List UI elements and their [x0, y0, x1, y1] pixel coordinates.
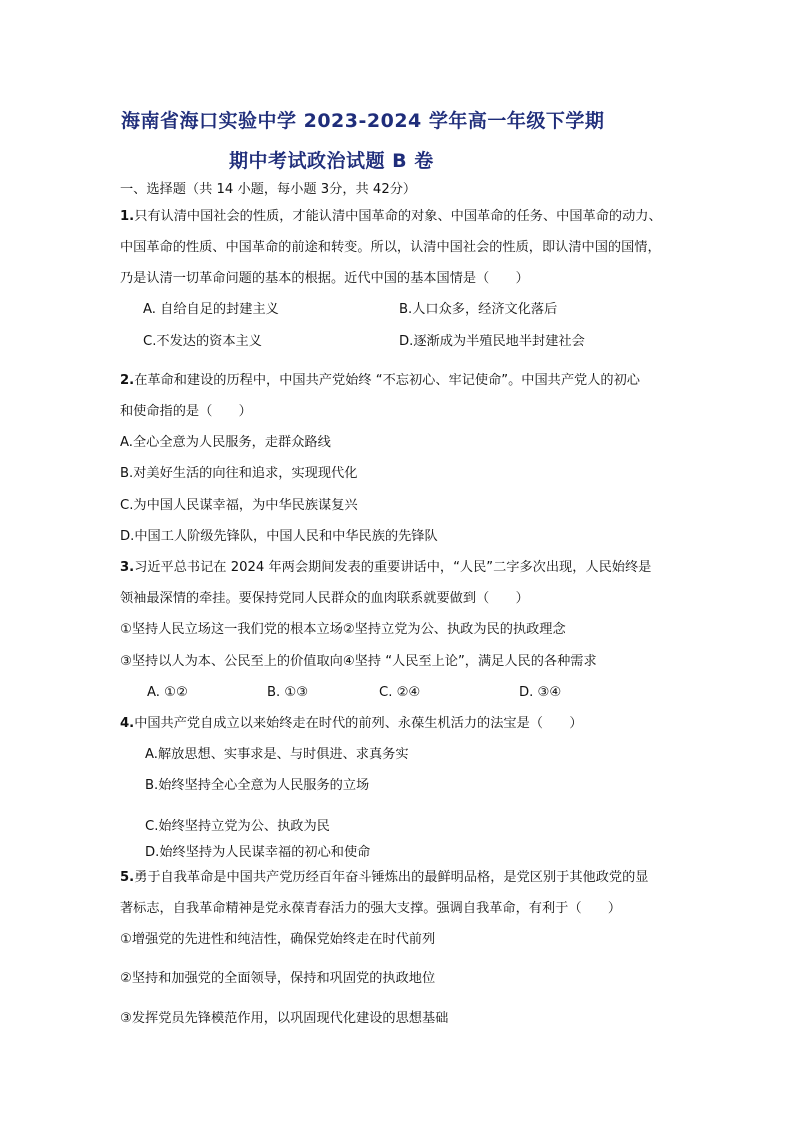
question-3-statement-1: ①坚持人民立场这一我们党的根本立场②坚持立党为公、执政为民的执政理念 — [120, 622, 566, 637]
question-4-option-d: D.始终坚持为人民谋幸福的初心和使命 — [145, 845, 371, 860]
question-3-option-c: C. ②④ — [379, 685, 421, 700]
question-1-option-d: D.逐渐成为半殖民地半封建社会 — [399, 334, 585, 349]
question-2-option-d: D.中国工人阶级先锋队，中国人民和中华民族的先锋队 — [120, 529, 438, 544]
question-3-option-b: B. ①③ — [267, 685, 309, 700]
question-2-option-b: B.对美好生活的向往和追求，实现现代化 — [120, 466, 358, 481]
question-2-number: 2. — [120, 373, 135, 388]
question-3-option-d: D. ③④ — [519, 685, 562, 700]
question-4-option-c: C.始终坚持立党为公、执政为民 — [145, 819, 330, 834]
question-4-option-b: B.始终坚持全心全意为人民服务的立场 — [145, 778, 370, 793]
question-5-statement-2: ②坚持和加强党的全面领导，保持和巩固党的执政地位 — [120, 971, 436, 986]
question-1-option-a: A. 自给自足的封建主义 — [143, 302, 279, 317]
question-1-number: 1. — [120, 209, 135, 224]
question-5-line-2: 著标志，自我革命精神是党永葆青春活力的强大支撑。强调自我革命，有利于（ ） — [120, 901, 622, 916]
question-5-number: 5. — [120, 870, 135, 885]
question-2-line-1: 2.在革命和建设的历程中，中国共产党始终 “不忘初心、牢记使命”。中国共产党人的初心 — [120, 373, 640, 388]
document-title-line2: 期中考试政治试题 B 卷 — [229, 150, 434, 172]
document-title-line1: 海南省海口实验中学 2023-2024 学年高一年级下学期 — [121, 110, 605, 132]
question-4-number: 4. — [120, 716, 135, 731]
question-4-option-a: A.解放思想、实事求是、与时俱进、求真务实 — [145, 747, 409, 762]
question-2-line-2: 和使命指的是（ ） — [120, 404, 252, 419]
question-1-line-1: 1.只有认清中国社会的性质，才能认清中国革命的对象、中国革命的任务、中国革命的动力、 — [120, 209, 662, 224]
question-5-statement-1: ①增强党的先进性和纯洁性，确保党始终走在时代前列 — [120, 932, 436, 947]
question-3-line-2: 领袖最深情的牵挂。要保持党同人民群众的血肉联系就要做到（ ） — [120, 591, 529, 606]
question-4-line-1: 4.中国共产党自成立以来始终走在时代的前列、永葆生机活力的法宝是（ ） — [120, 716, 583, 731]
question-1-option-c: C.不发达的资本主义 — [143, 334, 262, 349]
question-1-line-3: 乃是认清一切革命问题的基本的根据。近代中国的基本国情是（ ） — [120, 271, 529, 286]
question-2-option-a: A.全心全意为人民服务，走群众路线 — [120, 435, 331, 450]
question-3-number: 3. — [120, 560, 135, 575]
question-3-option-a: A. ①② — [147, 685, 188, 700]
question-5-line-1: 5.勇于自我革命是中国共产党历经百年奋斗锤炼出的最鲜明品格，是党区别于其他政党的显 — [120, 870, 649, 885]
question-1-option-b: B.人口众多，经济文化落后 — [399, 302, 558, 317]
question-1-line-2: 中国革命的性质、中国革命的前途和转变。所以，认清中国社会的性质，即认清中国的国情， — [120, 240, 661, 255]
question-3-line-1: 3.习近平总书记在 2024 年两会期间发表的重要讲话中，“人民”二字多次出现，人民始终是 — [120, 560, 652, 575]
question-5-statement-3: ③发挥党员先锋模范作用，以巩固现代化建设的思想基础 — [120, 1011, 449, 1026]
question-3-statement-2: ③坚持以人为本、公民至上的价值取向④坚持 “人民至上论”，满足人民的各种需求 — [120, 654, 597, 669]
question-2-option-c: C.为中国人民谋幸福，为中华民族谋复兴 — [120, 498, 358, 513]
section-header: 一、选择题（共 14 小题，每小题 3分，共 42分） — [120, 182, 417, 197]
